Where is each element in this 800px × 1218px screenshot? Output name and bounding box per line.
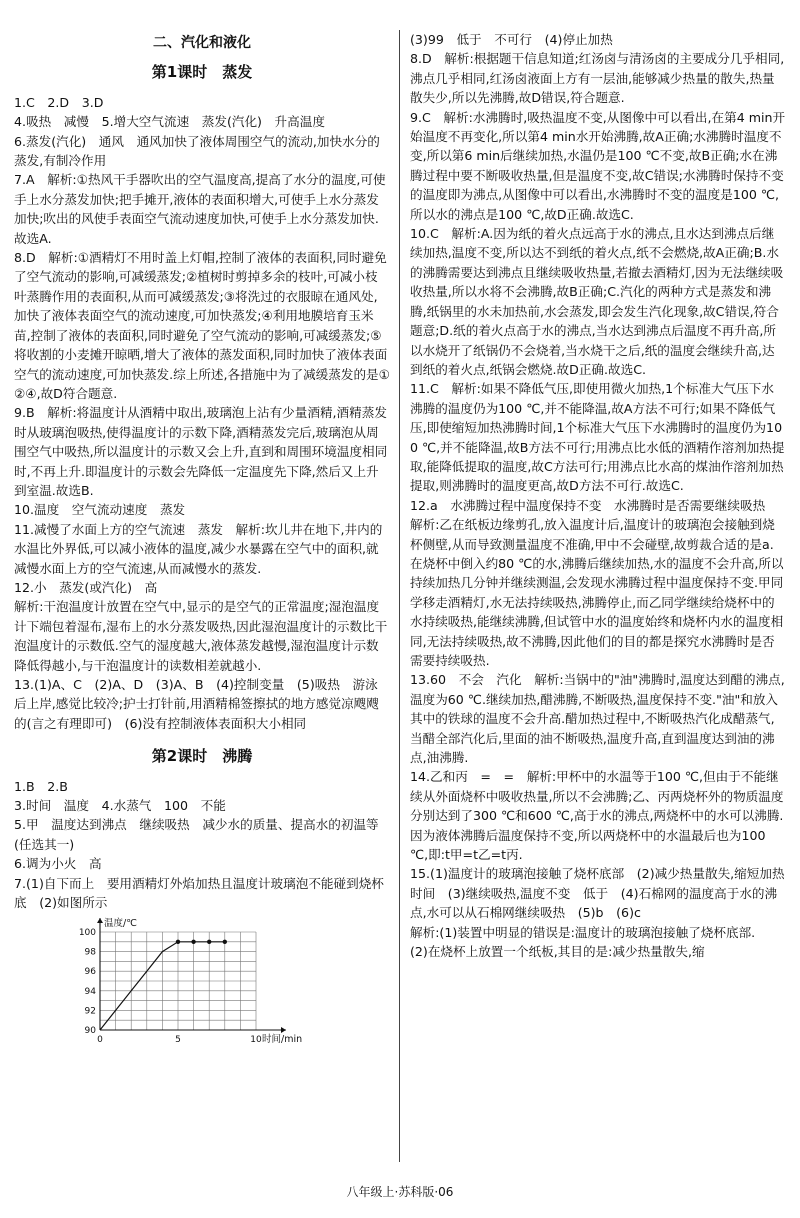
answer-paragraph-10: 13.(1)A、C (2)A、D (3)A、B (4)控制变量 (5)吸热 游泳后上岸,感觉比较冷;护士打针前,用酒精棉签擦拭的地方感觉凉飕飕的(言之有理即可) (6)没有控制液体表面积大小相同 bbox=[14, 677, 379, 731]
lesson1-answers bbox=[14, 93, 390, 733]
data-point bbox=[223, 940, 227, 944]
x-tick-label: 0 bbox=[97, 1035, 103, 1046]
answer-paragraph-lesson2-1: 3.时间 温度 4.水蒸气 100 不能 bbox=[14, 798, 226, 814]
right-column bbox=[410, 30, 786, 1170]
x-axis-arrow bbox=[281, 1027, 286, 1033]
answer-paragraph-8: 12.小 蒸发(或汽化) 高 bbox=[14, 579, 158, 595]
answer-paragraph-right-5: 12.a 水沸腾过程中温度保持不变 水沸腾时是否需要继续吸热 解析:乙在纸板边缘剪孔,放入温度计后,温度计的玻璃泡会接触到烧杯侧壁,从而导致测量温度不准确,甲中不会碰壁,故剪裁合适的是a.在烧杯中倒入约80 ℃的水,沸腾后继续加热,水的温度不会升高,所以持续加热几分钟并继续测温,会发现水沸腾过程中温度保持不变.甲同学移走酒精灯,水无法持续吸热,沸腾停止,而乙同学继续给烧杯中的水持续吸热,能继续沸腾,但试管中水的温度始终和烧杯内水的温度相同,无法持续吸热,故不沸腾,因此他们的目的都是探究水沸腾时是否需要持续吸热. bbox=[410, 497, 784, 668]
answer-paragraph-9: 解析:干泡温度计放置在空气中,显示的是空气的正常温度;湿泡温度计下端包着湿布,湿布上的水分蒸发吸热,因此湿泡温度计的示数比干泡温度计的示数低.空气的湿度越大,液体蒸发越慢,湿泡温度计示数降低得越小,与干泡温度计的读数相差就越小. bbox=[14, 599, 388, 673]
left-column bbox=[14, 30, 390, 1170]
answer-paragraph-right-7: 14.乙和丙 = = 解析:甲杯中的水温等于100 ℃,但由于不能继续从外面烧杯中吸收热量,所以不会沸腾;乙、丙两烧杯外的物质温度分别达到了300 ℃和600 ℃,高于水的沸点,两烧杯中的水可以沸腾.因为液体沸腾后温度保持不变,所以两烧杯中的水温最后也为100 ℃,即:t甲=t乙=t丙. bbox=[410, 769, 784, 863]
x-tick-label: 10 bbox=[250, 1035, 262, 1046]
answer-paragraph-right-8: 15.(1)温度计的玻璃泡接触了烧杯底部 (2)减少热量散失,缩短加热时间 (3)继续吸热,温度不变 低于 (4)石棉网的温度高于水的沸点,水可以从石棉网继续吸热 (5)b (6)c bbox=[410, 866, 785, 921]
column-divider bbox=[399, 30, 400, 1162]
answer-paragraph-right-3: 10.C 解析:A.因为纸的着火点远高于水的沸点,且水达到沸点后继续加热,温度不变,所以达不到纸的着火点,纸不会燃烧,故A正确;B.水的沸腾需要达到沸点且继续吸收热量,若撤去酒精灯,因为无法继续吸收热量,所以水将不会沸腾,故B正确;C.汽化的两种方式是蒸发和沸腾,纸锅里的水未加热前,水会蒸发,即会发生汽化现象,故C错误,符合题意;D.纸的着火点高于水的沸点,当水达到沸点后温度不再升高,所以水烧开了纸锅仍不会烧着,当水烧干之后,纸的温度会继续升高,达到纸的着火点,纸锅会燃烧.故D正确.故选C. bbox=[410, 226, 784, 377]
answer-paragraph-right-2: 9.C 解析:水沸腾时,吸热温度不变,从图像中可以看出,在第4 min开始温度不再变化,所以第4 min水开始沸腾,故A正确;水沸腾时温度不变,所以第6 min后继续加热,水温仍是100 ℃不变,故B正确;水在沸腾过程中要不断吸收热量,但是温度不变,故C错误;水沸腾时保持不变的温度即为沸点,从图像中可以看出,水沸腾时不变的温度是100 ℃,所以水的沸点是100 ℃,故D正确.故选C. bbox=[410, 109, 786, 222]
x-tick-label: 5 bbox=[175, 1035, 181, 1046]
answer-paragraph-lesson2-2: 5.甲 温度达到沸点 继续吸热 减少水的质量、提高水的初温等(任选其一) bbox=[14, 817, 379, 852]
answer-paragraph-lesson2-0: 1.B 2.B bbox=[14, 778, 68, 794]
y-axis-label: 温度/℃ bbox=[104, 918, 137, 930]
answer-paragraph-0: 1.C 2.D 3.D bbox=[14, 94, 104, 110]
answer-paragraph-lesson2-3: 6.调为小火 高 bbox=[14, 856, 102, 872]
y-tick-label: 96 bbox=[84, 967, 96, 978]
y-axis-arrow bbox=[97, 918, 103, 923]
lesson2-title: 第2课时 沸腾 bbox=[151, 747, 253, 766]
answer-paragraph-1: 4.吸热 减慢 5.增大空气流速 蒸发(汽化) 升高温度 bbox=[14, 114, 325, 130]
answer-paragraph-3: 7.A 解析:①热风干手器吹出的空气温度高,提高了水分的温度,可使手上水分蒸发加快;把手摊开,液体的表面积增大,可使手上水分蒸发加快;吹出的风使手表面空气流动速度加快,可使手上水分蒸发加快.故选A. bbox=[14, 172, 386, 246]
chart-svg bbox=[66, 914, 306, 1046]
answer-paragraph-right-4: 11.C 解析:如果不降低气压,即使用微火加热,1个标准大气压下水沸腾的温度仍为100 ℃,并不能降温,故A方法不可行;如果不降低气压,即使缩短加热沸腾时间,1个标准大气压下水沸腾时的温度仍为100 ℃,并不能降温,故B方法不可行;用沸点比水低的酒精作溶剂加热提取,能降低提取的温度,故C方法可行;用沸点比水高的煤油作溶剂加热提取,则沸腾时的温度更高,故D方法不可行.故选C. bbox=[410, 381, 785, 494]
answer-paragraph-right-10: (2)在烧杯上放置一个纸板,其目的是:减少热量散失,缩 bbox=[410, 944, 705, 960]
data-point bbox=[207, 940, 211, 944]
lesson2-answers bbox=[14, 777, 390, 913]
answer-paragraph-5: 9.B 解析:将温度计从酒精中取出,玻璃泡上沾有少量酒精,酒精蒸发时从玻璃泡吸热,使得温度计的示数下降,酒精蒸发完后,玻璃泡从周围空气中吸热,所以温度计的示数又会上升,直到和周围环境温度相同时,不再上升.即温度计的示数会先降低一定温度先下降,然后又上升到室温.故选B. bbox=[14, 405, 388, 498]
answer-paragraph-7: 11.减慢了水面上方的空气流速 蒸发 解析:坎儿井在地下,井内的水温比外界低,可以减小液体的温度,减少水暴露在空气中的面积,就减慢水面上方的空气流速,从而减慢水的蒸发. bbox=[14, 521, 383, 576]
chapter-title: 二、汽化和液化 bbox=[153, 35, 251, 51]
lesson1-title: 第1课时 蒸发 bbox=[151, 63, 253, 82]
answer-paragraph-lesson2-4: 7.(1)自下而上 要用酒精灯外焰加热且温度计玻璃泡不能碰到烧杯底 (2)如图所示 bbox=[14, 875, 384, 911]
answer-paragraph-2: 6.蒸发(汽化) 通风 通风加快了液体周围空气的流动,加快水分的蒸发,有制冷作用 bbox=[14, 133, 380, 169]
y-tick-label: 100 bbox=[78, 928, 96, 939]
temperature-time-chart bbox=[66, 914, 390, 1051]
answer-paragraph-right-0: (3)99 低于 不可行 (4)停止加热 bbox=[410, 32, 613, 47]
x-axis-label: 时间/min bbox=[262, 1034, 303, 1046]
y-tick-label: 90 bbox=[84, 1026, 96, 1037]
answer-paragraph-4: 8.D 解析:①酒精灯不用时盖上灯帽,控制了液体的表面积,同时避免了空气流动的影响,可减缓蒸发;②植树时剪掉多余的枝叶,可减小枝叶蒸腾作用的表面积,从而可减缓蒸发;③将洗过的衣服晾在通风处,加快了液体表面空气的流动速度,可加快蒸发;④利用地膜培育玉米苗,控制了液体的表面积,同时避免了空气流动的影响,可减缓蒸发;⑤将收割的小麦摊开晾晒,增大了液体的蒸发面积,同时加快了液体表面空气的流动速度,可加快蒸发.综上所述,各措施中为了减缓蒸发的是①②④,故D符合题意. bbox=[14, 250, 390, 401]
y-tick-label: 94 bbox=[84, 987, 96, 998]
answer-paragraph-6: 10.温度 空气流动速度 蒸发 bbox=[14, 502, 186, 518]
answer-paragraph-right-6: 13.60 不会 汽化 解析:当锅中的"油"沸腾时,温度达到醋的沸点,温度为60 ℃.继续加热,醋沸腾,不断吸热,温度保持不变."油"和放入其中的铁球的温度不会升高.醋加热过程中,不断吸热汽化成醋蒸气,当醋全部汽化后,里面的油不断吸热,温度升高,直到温度达到油的沸点,油沸腾. bbox=[410, 672, 785, 766]
y-tick-label: 92 bbox=[84, 1006, 96, 1017]
page-footer: 八年级上·苏科版·06 bbox=[346, 1185, 454, 1199]
right-answers bbox=[410, 30, 786, 962]
data-point bbox=[176, 940, 180, 944]
y-tick-label: 98 bbox=[84, 948, 96, 959]
answer-paragraph-right-1: 8.D 解析:根据题干信息知道;红汤卤与清汤卤的主要成分几乎相同,沸点几乎相同,红汤卤液面上方有一层油,能够减少热量的散失,热量散失少,所以先沸腾,故D错误,符合题意. bbox=[410, 51, 785, 106]
data-point bbox=[191, 940, 195, 944]
answer-paragraph-right-9: 解析:(1)装置中明显的错误是:温度计的玻璃泡接触了烧杯底部. bbox=[410, 924, 756, 940]
